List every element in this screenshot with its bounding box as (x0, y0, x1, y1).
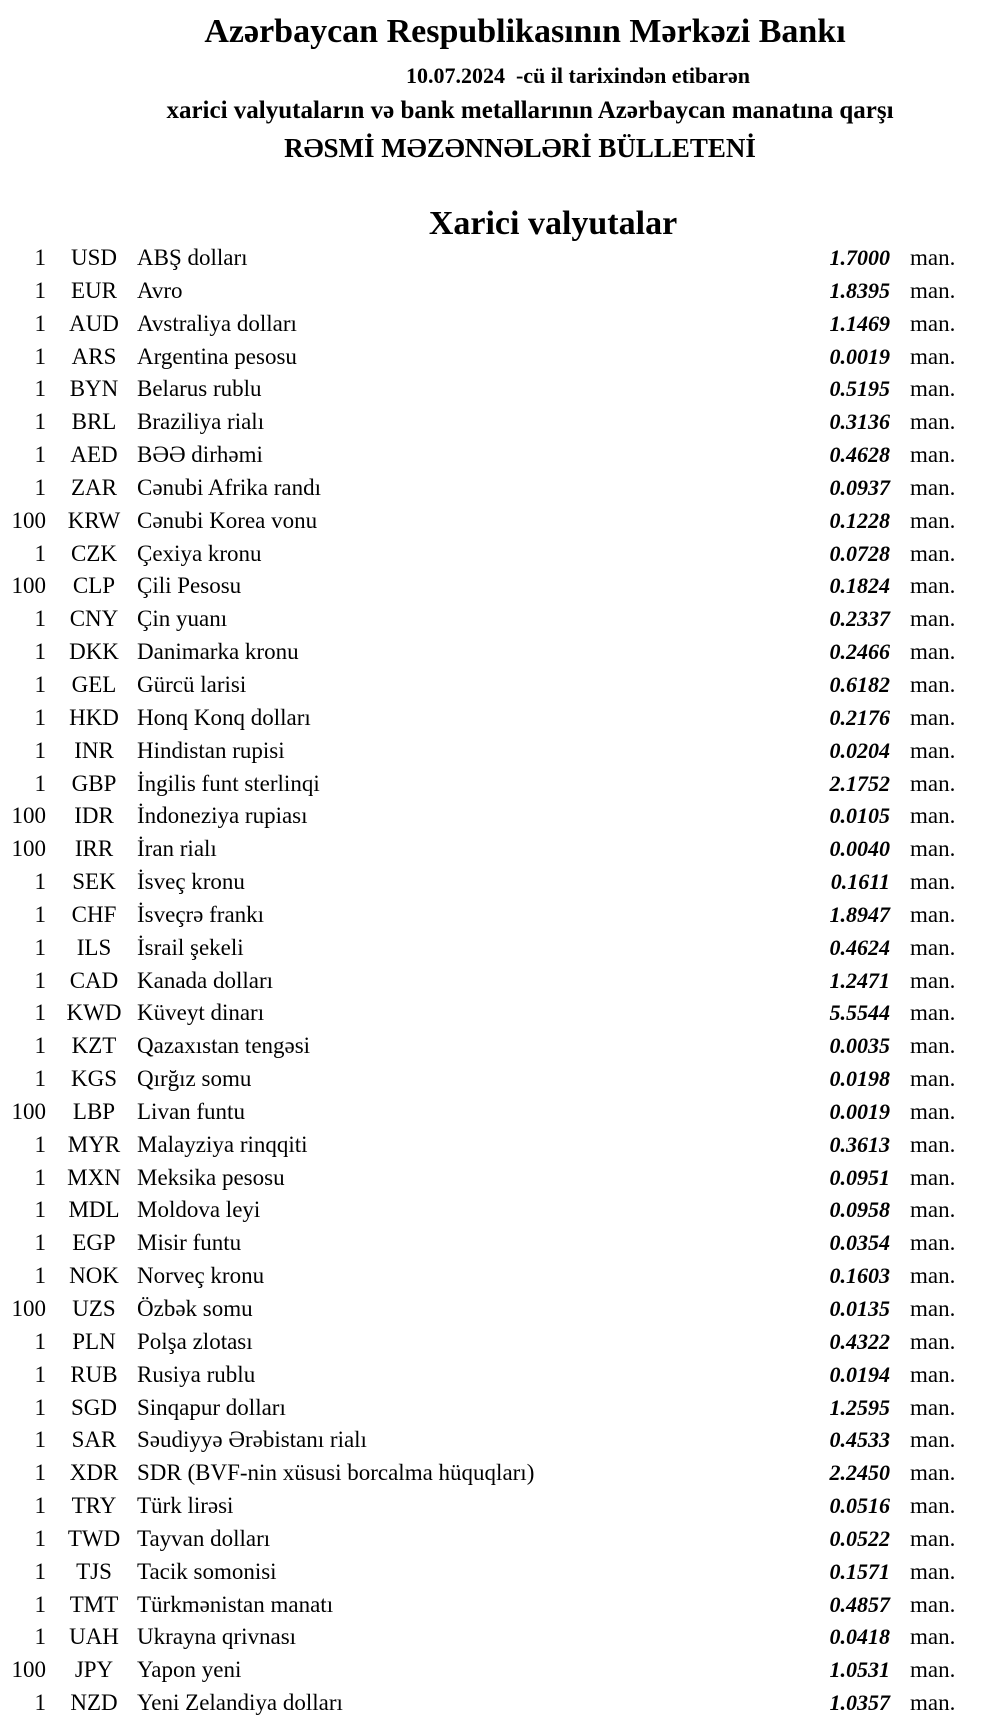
currency-code-cell: TJS (76, 1558, 112, 1584)
unit-label-cell: man. (910, 1328, 956, 1354)
table-row (0, 1392, 1000, 1425)
table-row (0, 1260, 1000, 1293)
unit-label-cell: man. (910, 1525, 956, 1551)
unit-label-cell: man. (910, 1230, 956, 1256)
rate-value-cell: 1.8947 (829, 901, 890, 927)
rate-value-cell: 0.4628 (829, 442, 890, 468)
currency-code-cell: IDR (74, 803, 114, 829)
rate-value-cell: 0.0516 (829, 1493, 890, 1519)
currency-code-cell: XDR (69, 1460, 119, 1486)
table-row (0, 965, 1000, 998)
table-row (0, 1621, 1000, 1654)
currency-name-cell: ABŞ dolları (137, 245, 248, 270)
table-row (0, 1227, 1000, 1260)
currency-name-cell: Gürcü larisi (137, 671, 247, 697)
rate-value-cell: 0.0951 (829, 1164, 890, 1190)
unit-label-cell: man. (910, 1493, 956, 1519)
quantity-cell: 1 (34, 1394, 46, 1420)
table-row (0, 406, 1000, 439)
unit-label-cell: man. (910, 967, 956, 993)
currency-code-cell: MDL (68, 1197, 120, 1223)
currency-code-cell: DKK (69, 639, 119, 665)
table-row (0, 1457, 1000, 1490)
unit-label-cell: man. (910, 343, 956, 369)
currency-name-cell: Argentina pesosu (137, 343, 297, 369)
rate-value-cell: 0.0105 (829, 803, 890, 829)
currency-name-cell: Belarus rublu (137, 376, 262, 402)
rate-value-cell: 0.0522 (829, 1525, 890, 1551)
unit-label-cell: man. (910, 639, 956, 665)
rate-value-cell: 0.2466 (829, 639, 890, 665)
quantity-cell: 1 (34, 540, 46, 566)
currency-name-cell: Türk lirəsi (137, 1493, 234, 1519)
table-row (0, 1424, 1000, 1457)
currency-name-cell: Kanada dolları (137, 967, 274, 993)
table-row (0, 702, 1000, 735)
currency-name-cell: İsrail şekeli (137, 934, 244, 960)
currency-name-cell: Yeni Zelandiya dolları (137, 1690, 343, 1716)
rate-value-cell: 1.7000 (829, 245, 890, 270)
unit-label-cell: man. (910, 1197, 956, 1223)
currency-name-cell: Polşa zlotası (137, 1328, 253, 1354)
currency-name-cell: İndoneziya rupiası (137, 803, 308, 829)
quantity-cell: 1 (34, 245, 46, 270)
currency-code-cell: EUR (71, 277, 117, 303)
quantity-cell: 1 (34, 310, 46, 336)
rate-value-cell: 0.1611 (830, 869, 890, 895)
rate-value-cell: 0.1571 (829, 1558, 890, 1584)
quantity-cell: 1 (34, 737, 46, 763)
currency-name-cell: Avro (137, 277, 183, 303)
currency-name-cell: Braziliya rialı (137, 409, 265, 435)
quantity-cell: 1 (34, 1427, 46, 1453)
currency-code-cell: IRR (74, 836, 114, 862)
unit-label-cell: man. (910, 409, 956, 435)
unit-label-cell: man. (910, 573, 956, 599)
unit-label-cell: man. (910, 1000, 956, 1026)
table-row (0, 275, 1000, 308)
rate-value-cell: 0.4322 (829, 1328, 890, 1354)
quantity-cell: 1 (34, 1690, 46, 1716)
rate-value-cell: 0.1603 (829, 1263, 890, 1289)
currency-code-cell: EGP (72, 1230, 116, 1256)
currency-name-cell: Rusiya rublu (137, 1361, 256, 1387)
currency-code-cell: NZD (70, 1690, 118, 1716)
quantity-cell: 1 (34, 409, 46, 435)
table-row (0, 1194, 1000, 1227)
rate-value-cell: 0.1228 (829, 507, 890, 533)
quantity-cell: 1 (34, 967, 46, 993)
currency-code-cell: PLN (72, 1328, 116, 1354)
unit-label-cell: man. (910, 704, 956, 730)
currency-name-cell: Hindistan rupisi (137, 737, 285, 763)
table-row (0, 242, 1000, 275)
unit-label-cell: man. (910, 803, 956, 829)
unit-label-cell: man. (910, 540, 956, 566)
currency-code-cell: BYN (69, 376, 119, 402)
quantity-cell: 1 (34, 639, 46, 665)
currency-code-cell: TRY (71, 1493, 117, 1519)
currency-name-cell: İngilis funt sterlinqi (137, 770, 320, 796)
currency-name-cell: Səudiyyə Ərəbistanı rialı (137, 1427, 367, 1453)
rate-value-cell: 1.2595 (829, 1394, 890, 1420)
currency-code-cell: HKD (69, 704, 119, 730)
currency-code-cell: UAH (69, 1624, 119, 1650)
rate-value-cell: 0.0194 (829, 1361, 890, 1387)
unit-label-cell: man. (910, 1066, 956, 1092)
currency-code-cell: ILS (76, 934, 112, 960)
currency-name-cell: Tacik somonisi (137, 1558, 277, 1584)
currency-code-cell: USD (70, 245, 117, 270)
effective-date-line: 10.07.2024 -cü il tarixindən etibarən (405, 63, 751, 88)
table-row (0, 1654, 1000, 1687)
table-row (0, 570, 1000, 603)
table-row (0, 505, 1000, 538)
rate-value-cell: 0.6182 (829, 671, 890, 697)
rate-value-cell: 0.0019 (829, 1098, 890, 1124)
table-row (0, 1063, 1000, 1096)
currency-name-cell: Çili Pesosu (137, 573, 242, 599)
table-row (0, 735, 1000, 768)
quantity-cell: 100 (11, 1657, 46, 1683)
quantity-cell: 100 (11, 507, 46, 533)
currency-name-cell: Tayvan dolları (137, 1525, 271, 1551)
quantity-cell: 1 (34, 770, 46, 796)
rate-value-cell: 0.4857 (829, 1591, 890, 1617)
unit-label-cell: man. (910, 1033, 956, 1059)
table-row (0, 1556, 1000, 1589)
rate-value-cell: 0.2176 (829, 704, 890, 730)
currency-name-cell: Norveç kronu (137, 1263, 265, 1289)
unit-label-cell: man. (910, 1657, 956, 1683)
currency-name-cell: Türkmənistan manatı (137, 1591, 334, 1617)
quantity-cell: 1 (34, 1460, 46, 1486)
table-row (0, 1490, 1000, 1523)
currency-code-cell: KGS (70, 1066, 117, 1092)
quantity-cell: 100 (11, 1098, 46, 1124)
table-row (0, 1359, 1000, 1392)
quantity-cell: 1 (34, 934, 46, 960)
table-row (0, 866, 1000, 899)
rate-value-cell: 0.0937 (829, 474, 890, 500)
table-row (0, 1129, 1000, 1162)
currency-name-cell: Yapon yeni (137, 1657, 242, 1683)
currency-name-cell: Moldova leyi (137, 1197, 261, 1223)
table-row (0, 1162, 1000, 1195)
table-row (0, 1030, 1000, 1063)
unit-label-cell: man. (910, 1296, 956, 1321)
currency-code-cell: KRW (67, 507, 121, 533)
rate-value-cell: 0.0418 (829, 1624, 890, 1650)
currency-code-cell: TMT (69, 1591, 119, 1617)
unit-label-cell: man. (910, 869, 956, 895)
currency-name-cell: Qırğız somu (137, 1066, 252, 1092)
rate-value-cell: 0.0354 (829, 1230, 890, 1256)
currency-name-cell: Özbək somu (137, 1296, 253, 1321)
quantity-cell: 1 (34, 277, 46, 303)
currency-code-cell: NOK (69, 1263, 119, 1289)
currency-code-cell: AED (70, 442, 118, 468)
rate-value-cell: 0.0198 (829, 1066, 890, 1092)
rate-value-cell: 0.2337 (829, 606, 890, 632)
currency-code-cell: MXN (67, 1164, 121, 1190)
rate-value-cell: 0.0204 (829, 737, 890, 763)
table-row (0, 1293, 1000, 1326)
rate-value-cell: 0.4533 (829, 1427, 890, 1453)
exchange-rates-table (0, 242, 1000, 1720)
table-row (0, 997, 1000, 1030)
rate-value-cell: 5.5544 (829, 1000, 890, 1026)
rate-value-cell: 2.1752 (829, 770, 890, 796)
rate-value-cell: 0.0958 (829, 1197, 890, 1223)
quantity-cell: 1 (34, 901, 46, 927)
unit-label-cell: man. (910, 606, 956, 632)
unit-label-cell: man. (910, 1427, 956, 1453)
currency-name-cell: Küveyt dinarı (137, 1000, 265, 1026)
quantity-cell: 1 (34, 1066, 46, 1092)
currency-code-cell: SAR (71, 1427, 117, 1453)
table-row (0, 636, 1000, 669)
currency-name-cell: Ukrayna qrivnası (137, 1624, 297, 1650)
quantity-cell: 1 (34, 1000, 46, 1026)
currency-name-cell: Livan funtu (137, 1098, 245, 1124)
currency-name-cell: İsveçrə frankı (137, 901, 265, 927)
quantity-cell: 1 (34, 1591, 46, 1617)
currency-code-cell: SEK (72, 869, 116, 895)
unit-label-cell: man. (910, 1624, 956, 1650)
unit-label-cell: man. (910, 507, 956, 533)
unit-label-cell: man. (910, 1164, 956, 1190)
currency-code-cell: BRL (71, 409, 117, 435)
table-row (0, 899, 1000, 932)
unit-label-cell: man. (910, 836, 956, 862)
quantity-cell: 1 (34, 869, 46, 895)
currency-name-cell: Cənubi Korea vonu (137, 507, 318, 533)
table-row (0, 308, 1000, 341)
currency-name-cell: Malayziya rinqqiti (137, 1131, 308, 1157)
table-row (0, 439, 1000, 472)
unit-label-cell: man. (910, 934, 956, 960)
quantity-cell: 100 (11, 836, 46, 862)
rate-value-cell: 1.0531 (829, 1657, 890, 1683)
unit-label-cell: man. (910, 1131, 956, 1157)
currency-name-cell: Misir funtu (137, 1230, 242, 1256)
currency-name-cell: SDR (BVF-nin xüsusi borcalma hüquqları) (137, 1460, 535, 1486)
table-row (0, 800, 1000, 833)
unit-label-cell: man. (910, 245, 956, 270)
quantity-cell: 1 (34, 1328, 46, 1354)
currency-code-cell: MYR (67, 1131, 121, 1157)
currency-name-cell: İsveç kronu (137, 869, 245, 895)
currency-name-cell: Avstraliya dolları (137, 310, 297, 336)
rate-value-cell: 0.3136 (829, 409, 890, 435)
rate-value-cell: 0.5195 (829, 376, 890, 402)
currency-code-cell: JPY (74, 1657, 114, 1683)
table-row (0, 341, 1000, 374)
quantity-cell: 1 (34, 1263, 46, 1289)
currency-name-cell: İran rialı (137, 836, 217, 862)
currency-name-cell: Çexiya kronu (137, 540, 262, 566)
currency-code-cell: UZS (72, 1296, 116, 1321)
table-row (0, 669, 1000, 702)
quantity-cell: 1 (34, 1131, 46, 1157)
currency-code-cell: KZT (71, 1033, 117, 1059)
rate-value-cell: 0.0135 (829, 1296, 890, 1321)
unit-label-cell: man. (910, 310, 956, 336)
unit-label-cell: man. (910, 1263, 956, 1289)
table-row (0, 932, 1000, 965)
rate-value-cell: 1.8395 (829, 277, 890, 303)
unit-label-cell: man. (910, 376, 956, 402)
quantity-cell: 100 (11, 1296, 46, 1321)
currency-code-cell: TWD (67, 1525, 121, 1551)
currency-code-cell: CLP (72, 573, 116, 599)
currency-code-cell: ZAR (71, 474, 117, 500)
quantity-cell: 1 (34, 1197, 46, 1223)
unit-label-cell: man. (910, 737, 956, 763)
rate-value-cell: 1.1469 (829, 310, 890, 336)
unit-label-cell: man. (910, 1460, 956, 1486)
unit-label-cell: man. (910, 770, 956, 796)
table-row (0, 1096, 1000, 1129)
rate-value-cell: 0.3613 (829, 1131, 890, 1157)
unit-label-cell: man. (910, 442, 956, 468)
unit-label-cell: man. (910, 1098, 956, 1124)
currency-code-cell: RUB (70, 1361, 118, 1387)
section-title-foreign-currencies: Xarici valyutalar (428, 205, 678, 242)
unit-label-cell: man. (910, 1361, 956, 1387)
unit-label-cell: man. (910, 901, 956, 927)
rate-value-cell: 0.0019 (829, 343, 890, 369)
currency-code-cell: ARS (71, 343, 117, 369)
unit-label-cell: man. (910, 1690, 956, 1716)
currency-code-cell: CAD (69, 967, 119, 993)
currency-name-cell: Qazaxıstan tengəsi (137, 1033, 311, 1059)
currency-code-cell: INR (74, 737, 114, 763)
quantity-cell: 1 (34, 1558, 46, 1584)
unit-label-cell: man. (910, 474, 956, 500)
rate-value-cell: 0.0035 (829, 1033, 890, 1059)
currency-code-cell: AUD (69, 310, 119, 336)
currency-code-cell: GEL (71, 671, 117, 697)
rate-value-cell: 2.2450 (829, 1460, 890, 1486)
quantity-cell: 1 (34, 606, 46, 632)
quantity-cell: 1 (34, 343, 46, 369)
quantity-cell: 1 (34, 671, 46, 697)
unit-label-cell: man. (910, 1394, 956, 1420)
table-row (0, 603, 1000, 636)
table-row (0, 1589, 1000, 1622)
quantity-cell: 1 (34, 1164, 46, 1190)
quantity-cell: 100 (11, 573, 46, 599)
table-row (0, 472, 1000, 505)
rate-value-cell: 0.1824 (829, 573, 890, 599)
bank-title: Azərbaycan Respublikasının Mərkəzi Bankı (204, 13, 846, 50)
quantity-cell: 1 (34, 1624, 46, 1650)
currency-name-cell: Meksika pesosu (137, 1164, 285, 1190)
unit-label-cell: man. (910, 277, 956, 303)
currency-name-cell: Cənubi Afrika randı (137, 474, 321, 500)
currency-name-cell: Çin yuanı (137, 606, 228, 632)
table-row (0, 1523, 1000, 1556)
quantity-cell: 1 (34, 442, 46, 468)
table-row (0, 373, 1000, 406)
currency-code-cell: CZK (71, 540, 117, 566)
unit-label-cell: man. (910, 671, 956, 697)
unit-label-cell: man. (910, 1591, 956, 1617)
table-row (0, 1326, 1000, 1359)
quantity-cell: 1 (34, 1361, 46, 1387)
quantity-cell: 1 (34, 704, 46, 730)
currency-name-cell: Honq Konq dolları (137, 704, 311, 730)
subtitle-line: xarici valyutaların və bank metallarının Azərbaycan manatına qarşı (166, 97, 894, 124)
rate-value-cell: 0.4624 (829, 934, 890, 960)
rate-value-cell: 0.0728 (829, 540, 890, 566)
unit-label-cell: man. (910, 1558, 956, 1584)
rate-value-cell: 0.0040 (829, 836, 890, 862)
quantity-cell: 1 (34, 376, 46, 402)
quantity-cell: 1 (34, 1033, 46, 1059)
rate-value-cell: 1.0357 (829, 1690, 890, 1716)
rate-value-cell: 1.2471 (829, 967, 890, 993)
quantity-cell: 1 (34, 474, 46, 500)
currency-name-cell: Sinqapur dolları (137, 1394, 286, 1420)
quantity-cell: 1 (34, 1230, 46, 1256)
table-row (0, 833, 1000, 866)
quantity-cell: 1 (34, 1525, 46, 1551)
currency-code-cell: CHF (71, 901, 117, 927)
currency-code-cell: LBP (72, 1098, 116, 1124)
bulletin-title: RƏSMİ MƏZƏNNƏLƏRİ BÜLLETENİ (284, 133, 756, 163)
table-row (0, 768, 1000, 801)
currency-code-cell: CNY (69, 606, 119, 632)
currency-code-cell: SGD (70, 1394, 117, 1420)
quantity-cell: 100 (11, 803, 46, 829)
table-row (0, 1687, 1000, 1720)
currency-name-cell: Danimarka kronu (137, 639, 299, 665)
currency-code-cell: KWD (66, 1000, 122, 1026)
table-row (0, 538, 1000, 571)
quantity-cell: 1 (34, 1493, 46, 1519)
currency-name-cell: BƏƏ dirhəmi (137, 442, 263, 468)
currency-code-cell: GBP (71, 770, 117, 796)
